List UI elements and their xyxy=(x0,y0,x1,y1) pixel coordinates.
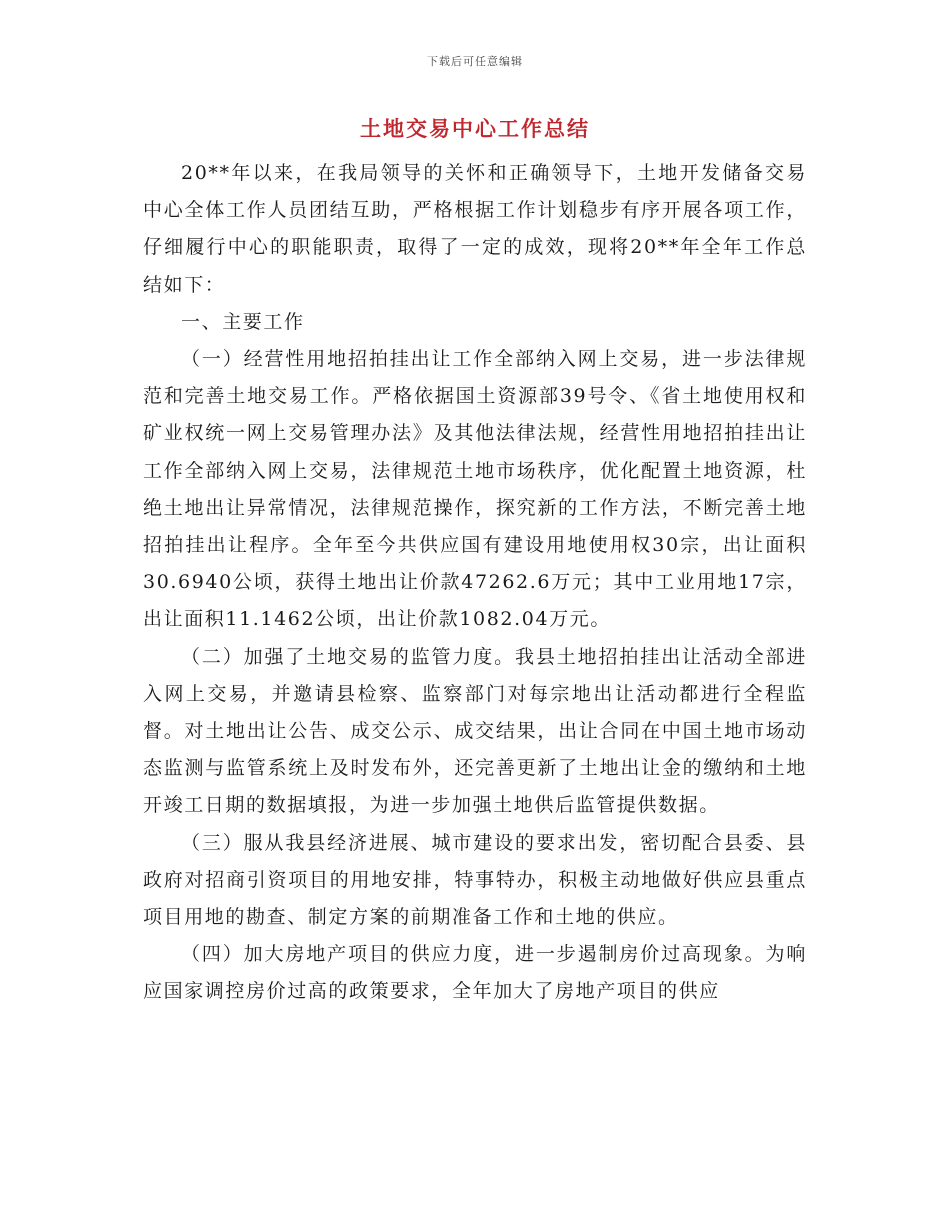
paragraph-item-3: （三）服从我县经济进展、城市建设的要求出发，密切配合县委、县政府对招商引资项目的用地安排，特事特办，积极主动地做好供应县重点项目用地的勘查、制定方案的前期准备工作和土地的供应。 xyxy=(143,831,807,929)
page-header-note: 下载后可任意编辑 xyxy=(427,55,523,68)
document-body xyxy=(143,155,807,1011)
paragraph-item-4: （四）加大房地产项目的供应力度，进一步遏制房价过高现象。为响应国家调控房价过高的政策要求，全年加大了房地产项目的供应 xyxy=(143,943,807,1003)
section-heading-main-work: 一、主要工作 xyxy=(181,310,305,333)
document-title: 土地交易中心工作总结 xyxy=(360,116,590,141)
paragraph-intro: 20**年以来，在我局领导的关怀和正确领导下，土地开发储备交易中心全体工作人员团结互助，严格根据工作计划稳步有序开展各项工作，仔细履行中心的职能职责，取得了一定的成效，现将20**年全年工作总结如下： xyxy=(143,162,807,296)
paragraph-item-2: （二）加强了土地交易的监管力度。我县土地招拍挂出让活动全部进入网上交易，并邀请县检察、监察部门对每宗地出让活动都进行全程监督。对土地出让公告、成交公示、成交结果，出让合同在中国土地市场动态监测与监管系统上及时发布外，还完善更新了土地出让金的缴纳和土地开竣工日期的数据填报，为进一步加强土地供后监管提供数据。 xyxy=(143,645,807,817)
paragraph-item-1: （一）经营性用地招拍挂出让工作全部纳入网上交易，进一步法律规范和完善土地交易工作。严格依据国土资源部39号令、《省土地使用权和矿业权统一网上交易管理办法》及其他法律法规，经营性用地招拍挂出让工作全部纳入网上交易，法律规范土地市场秩序，优化配置土地资源，杜绝土地出让异常情况，法律规范操作，探究新的工作方法，不断完善土地招拍挂出让程序。全年至今共供应国有建设用地使用权30宗，出让面积30.6940公顷，获得土地出让价款47262.6万元；其中工业用地17宗，出让面积11.1462公顷，出让价款1082.04万元。 xyxy=(143,348,807,631)
